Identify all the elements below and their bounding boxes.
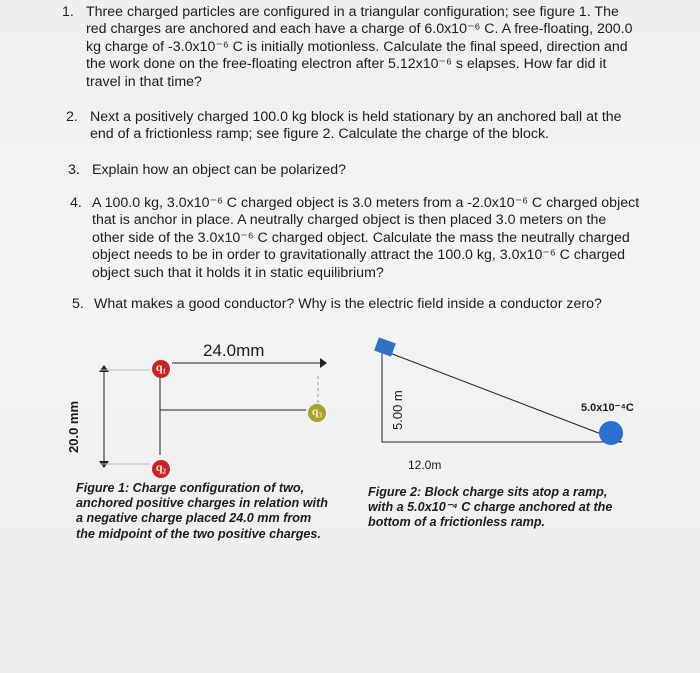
caption-line: anchored positive charges in relation with [76, 496, 328, 511]
question-number: 5. [72, 296, 84, 312]
figure-1-diagram [0, 330, 360, 490]
figure-2 [360, 330, 660, 540]
ball-charge-label: 5.0x10⁻⁴C [581, 402, 634, 414]
ramp-height-label: 5.00 m [390, 390, 405, 430]
question-number: 1. [62, 4, 74, 20]
question-line: object such that it holds it in static equilibrium? [92, 264, 384, 281]
figure-2-caption [368, 485, 668, 531]
height-arrowhead-top [99, 365, 109, 372]
width-label: 24.0mm [203, 341, 265, 360]
question-number: 3. [68, 162, 80, 178]
caption-line: a negative charge placed 24.0 mm from [76, 511, 312, 526]
anchored-ball [599, 421, 623, 445]
question-line: the work done on the free-floating electron after 5.12x10⁻⁶ s elapses. How far did it [86, 56, 607, 73]
question-line: object needs to be in order to gravitationally attract the 100.0 kg, 3.0x10⁻⁶ C charged [92, 247, 626, 264]
question-4 [70, 195, 690, 285]
figure-1 [0, 330, 360, 550]
question-line: travel in that time? [86, 73, 202, 90]
charge-q2 [152, 460, 170, 478]
caption-line: the midpoint of the two positive charges. [76, 526, 321, 541]
question-number: 4. [70, 195, 82, 211]
question-2 [66, 109, 686, 145]
figure-1-caption [76, 481, 366, 542]
height-label: 20.0 mm [66, 400, 81, 453]
caption-line: with a 5.0x10⁻⁴ C charge anchored at the [368, 500, 613, 515]
question-line: A 100.0 kg, 3.0x10⁻⁶ C charged object is 3.0 meters from a -2.0x10⁻⁶ C charged object [92, 195, 640, 211]
ramp-base-label: 12.0m [408, 458, 442, 472]
charge-label: q₁ [155, 360, 167, 374]
question-line: What makes a good conductor? Why is the electric field inside a conductor zero? [94, 296, 602, 312]
charge-label: q₂ [155, 460, 167, 474]
question-line: Explain how an object can be polarized? [92, 162, 346, 178]
charge-q3 [308, 404, 326, 422]
charge-q1 [152, 360, 170, 378]
charge-label: q₃ [311, 404, 323, 418]
caption-line: Figure 1: Charge configuration of two, [76, 481, 305, 495]
figure-2-diagram [360, 330, 660, 460]
question-line: end of a frictionless ramp; see figure 2. Calculate the charge of the block. [90, 126, 549, 143]
question-3 [68, 162, 688, 180]
caption-line: bottom of a frictionless ramp. [368, 515, 546, 530]
width-arrowhead [320, 358, 327, 368]
question-line: kg charge of -3.0x10⁻⁶ C is initially motionless. Calculate the final speed, direction and [86, 38, 628, 55]
question-1 [62, 4, 682, 94]
question-number: 2. [66, 109, 78, 125]
question-line: Next a positively charged 100.0 kg block is held stationary by an anchored ball at the [90, 109, 622, 125]
question-line: red charges are anchored and each have a charge of 6.0x10⁻⁶ C. A free-floating, 200.0 [86, 21, 633, 38]
question-5 [72, 296, 692, 314]
question-line: other side of the 3.0x10⁻⁶ C charged object. Calculate the mass the neutrally charged [92, 229, 630, 246]
caption-line: Figure 2: Block charge sits atop a ramp, [368, 485, 608, 499]
ramp [382, 350, 622, 442]
question-line: Three charged particles are configured in a triangular configuration; see figure 1. The [86, 4, 619, 20]
question-line: that is anchor in place. A neutrally charged object is then placed 3.0 meters on the [92, 212, 607, 229]
